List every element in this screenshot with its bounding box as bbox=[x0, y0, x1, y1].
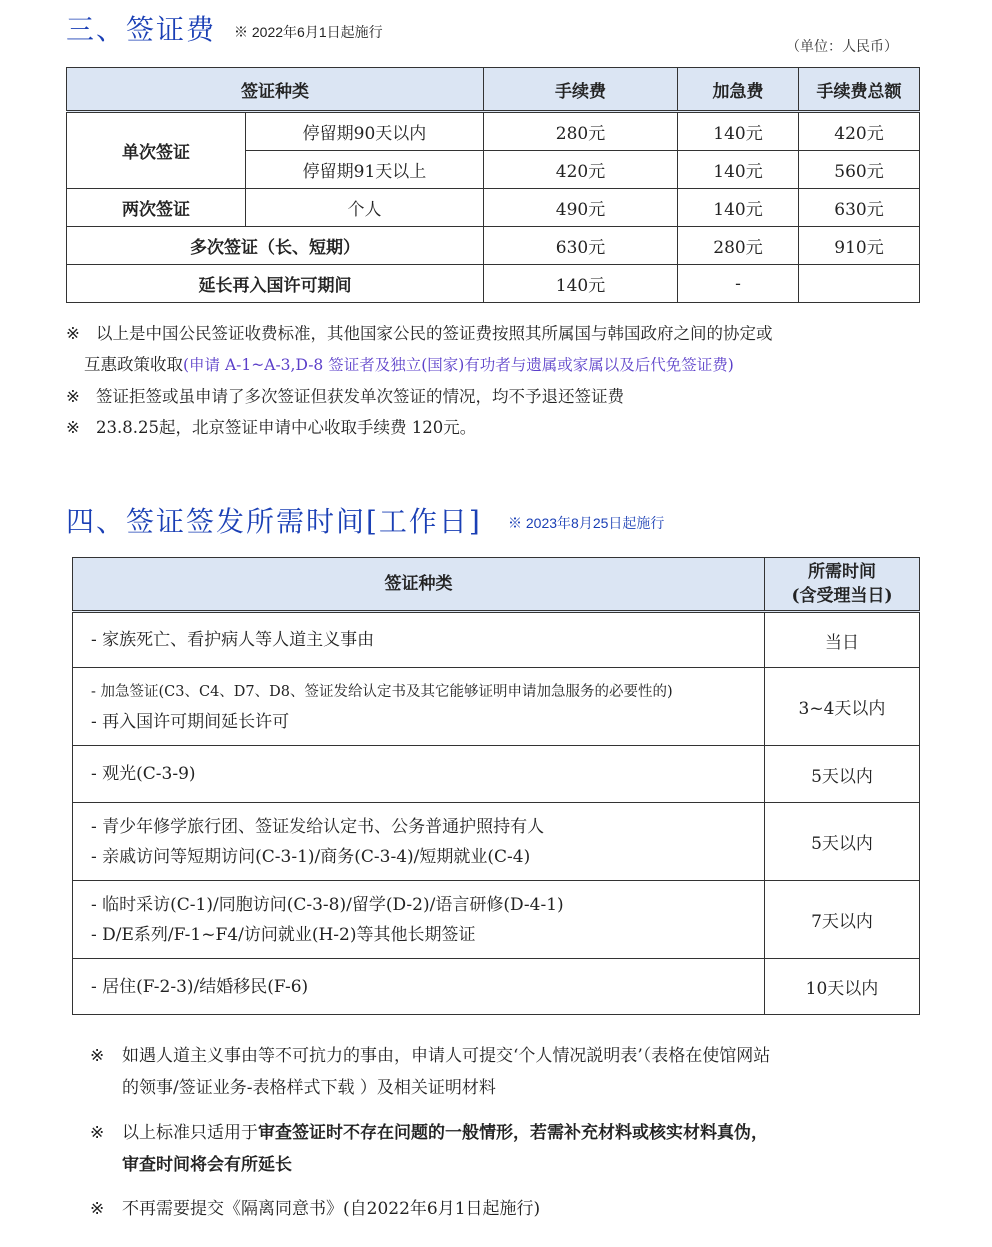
table-row bbox=[67, 227, 920, 265]
note-bold-text: 审查签证时不存在问题的一般情形，若需补充材料或核实材料真伪， bbox=[258, 1123, 768, 1143]
table-row bbox=[67, 112, 920, 151]
reference-mark: ※ bbox=[90, 1199, 105, 1219]
reference-mark: ※ bbox=[90, 1046, 105, 1066]
note-text: 如遇人道主义事由等不可抗力的事由，申请人可提交‘个人情况説明表’（表格在使馆网站 bbox=[122, 1046, 771, 1066]
table-row bbox=[73, 881, 920, 959]
total-cell: 910元 bbox=[799, 227, 920, 265]
fee-exemption-note: (申请 A-1~A-3,D-8 签证者及独立(国家)有功者与遗属或家属以及后代免签证费) bbox=[183, 356, 734, 374]
duration-cell: 5天以内 bbox=[765, 803, 920, 881]
urgent-cell: - bbox=[678, 265, 799, 303]
visa-kind-line: - 亲戚访问等短期访问(C-3-1)/商务(C-3-4)/短期就业(C-4) bbox=[91, 846, 531, 867]
reference-mark: ※ bbox=[66, 418, 80, 437]
processing-time-table bbox=[72, 557, 920, 1015]
visa-kind-line bbox=[91, 676, 764, 707]
note-text: 不再需要提交《隔离同意书》(自2022年6月1日起施行) bbox=[122, 1199, 541, 1219]
urgent-visa-text: - 加急签证(C3、C4、D7、D8、签证发给认定书及其它能够证明申请加急服务的必要性的) bbox=[91, 684, 673, 700]
note-text: 以上标准只适用于 bbox=[122, 1123, 258, 1143]
urgent-cell: 140元 bbox=[678, 151, 799, 189]
urgent-cell: 140元 bbox=[678, 112, 799, 151]
note-1-line-2 bbox=[66, 349, 946, 381]
duration-cell: 7天以内 bbox=[765, 881, 920, 959]
header-time-line2: (含受理当日) bbox=[791, 586, 893, 606]
extension-label: 延长再入国许可期间 bbox=[67, 265, 484, 303]
section4-effective-date: ※ 2023年8月25日起施行 bbox=[508, 515, 665, 531]
visa-kind-cell bbox=[73, 959, 765, 1015]
section3-title: 三、签证费 bbox=[66, 13, 217, 46]
bottom-note-2-line-1 bbox=[90, 1117, 950, 1149]
fee-cell: 280元 bbox=[484, 112, 678, 151]
note-text: 以上是中国公民签证收费标准，其他国家公民的签证费按照其所属国与韩国政府之间的协定或 bbox=[96, 324, 773, 343]
visa-kind-line: - D/E系列/F-1~F4/访问就业(H-2)等其他长期签证 bbox=[91, 924, 476, 945]
visa-kind-cell bbox=[73, 668, 765, 746]
note-bold-text: 审查时间将会有所延长 bbox=[122, 1155, 292, 1175]
reference-mark: ※ bbox=[66, 324, 80, 343]
header-urgent-fee: 加急费 bbox=[678, 68, 799, 112]
bottom-note-1-line-2 bbox=[90, 1072, 950, 1104]
table-row bbox=[73, 959, 920, 1015]
header-fee: 手续费 bbox=[484, 68, 678, 112]
duration-cell: 5天以内 bbox=[765, 746, 920, 803]
note-text: 签证拒签或虽申请了多次签证但获发单次签证的情况，均不予退还签证费 bbox=[96, 387, 624, 406]
bottom-note-1-line-1 bbox=[90, 1040, 950, 1072]
urgent-cell: 280元 bbox=[678, 227, 799, 265]
fee-cell: 420元 bbox=[484, 151, 678, 189]
visa-kind-line: - 家族死亡、看护病人等人道主义事由 bbox=[91, 630, 375, 650]
header-visa-type: 签证种类 bbox=[73, 558, 765, 612]
reference-mark: ※ bbox=[66, 387, 80, 406]
header-total-fee: 手续费总额 bbox=[799, 68, 920, 112]
visa-kind-line: - 居住(F-2-3)/结婚移民(F-6) bbox=[91, 976, 309, 997]
note-text: 互惠政策收取 bbox=[84, 355, 183, 374]
section4-title: 四、签证签发所需时间[工作日] bbox=[66, 505, 482, 538]
total-cell bbox=[799, 265, 920, 303]
duration-cell: 当日 bbox=[765, 612, 920, 668]
visa-kind-line: - 临时采访(C-1)/同胞访问(C-3-8)/留学(D-2)/语言研修(D-4-1) bbox=[91, 894, 564, 915]
total-cell: 630元 bbox=[799, 189, 920, 227]
header-time-line1: 所需时间 bbox=[808, 562, 876, 582]
currency-unit: （单位：人民币） bbox=[786, 38, 898, 54]
fee-cell: 490元 bbox=[484, 189, 678, 227]
individual-label: 个人 bbox=[246, 189, 484, 227]
double-entry-label: 两次签证 bbox=[67, 189, 246, 227]
visa-kind-line: - 观光(C-3-9) bbox=[91, 764, 196, 784]
visa-kind-line: - 再入国许可期间延长许可 bbox=[91, 712, 290, 732]
visa-kind-cell bbox=[73, 612, 765, 668]
visa-kind-cell bbox=[73, 881, 765, 959]
single-entry-label: 单次签证 bbox=[67, 112, 246, 189]
visa-kind-cell bbox=[73, 803, 765, 881]
header-required-time bbox=[765, 558, 920, 612]
note-2 bbox=[66, 381, 946, 412]
table-row bbox=[73, 803, 920, 881]
bottom-note-3 bbox=[90, 1193, 950, 1225]
urgent-cell: 140元 bbox=[678, 189, 799, 227]
stay-91-label: 停留期91天以上 bbox=[246, 151, 484, 189]
table-row bbox=[67, 265, 920, 303]
note-3 bbox=[66, 412, 946, 443]
header-visa-type: 签证种类 bbox=[67, 68, 484, 112]
multiple-entry-label: 多次签证（长、短期） bbox=[67, 227, 484, 265]
duration-cell: 10天以内 bbox=[765, 959, 920, 1015]
table-row bbox=[73, 668, 920, 746]
stay-90-label: 停留期90天以内 bbox=[246, 112, 484, 151]
visa-kind-line: - 青少年修学旅行团、签证发给认定书、公务普通护照持有人 bbox=[91, 816, 545, 837]
visa-fee-table bbox=[66, 67, 920, 303]
fee-cell: 140元 bbox=[484, 265, 678, 303]
table-row bbox=[73, 746, 920, 803]
bottom-note-2-line-2 bbox=[90, 1149, 950, 1181]
total-cell: 420元 bbox=[799, 112, 920, 151]
reference-mark: ※ bbox=[90, 1123, 105, 1143]
section3-effective-date: ※ 2022年6月1日起施行 bbox=[234, 24, 383, 40]
visa-kind-cell bbox=[73, 746, 765, 803]
table-row bbox=[67, 189, 920, 227]
duration-cell: 3~4天以内 bbox=[765, 668, 920, 746]
note-text: 的领事/签证业务-表格样式下载 ）及相关证明材料 bbox=[122, 1078, 496, 1098]
note-1-line-1 bbox=[66, 318, 946, 349]
fee-notes bbox=[66, 318, 946, 443]
table-row bbox=[73, 612, 920, 668]
fee-cell: 630元 bbox=[484, 227, 678, 265]
note-text: 23.8.25起，北京签证申请中心收取手续费 120元。 bbox=[96, 418, 477, 437]
processing-notes bbox=[90, 1040, 950, 1225]
total-cell: 560元 bbox=[799, 151, 920, 189]
